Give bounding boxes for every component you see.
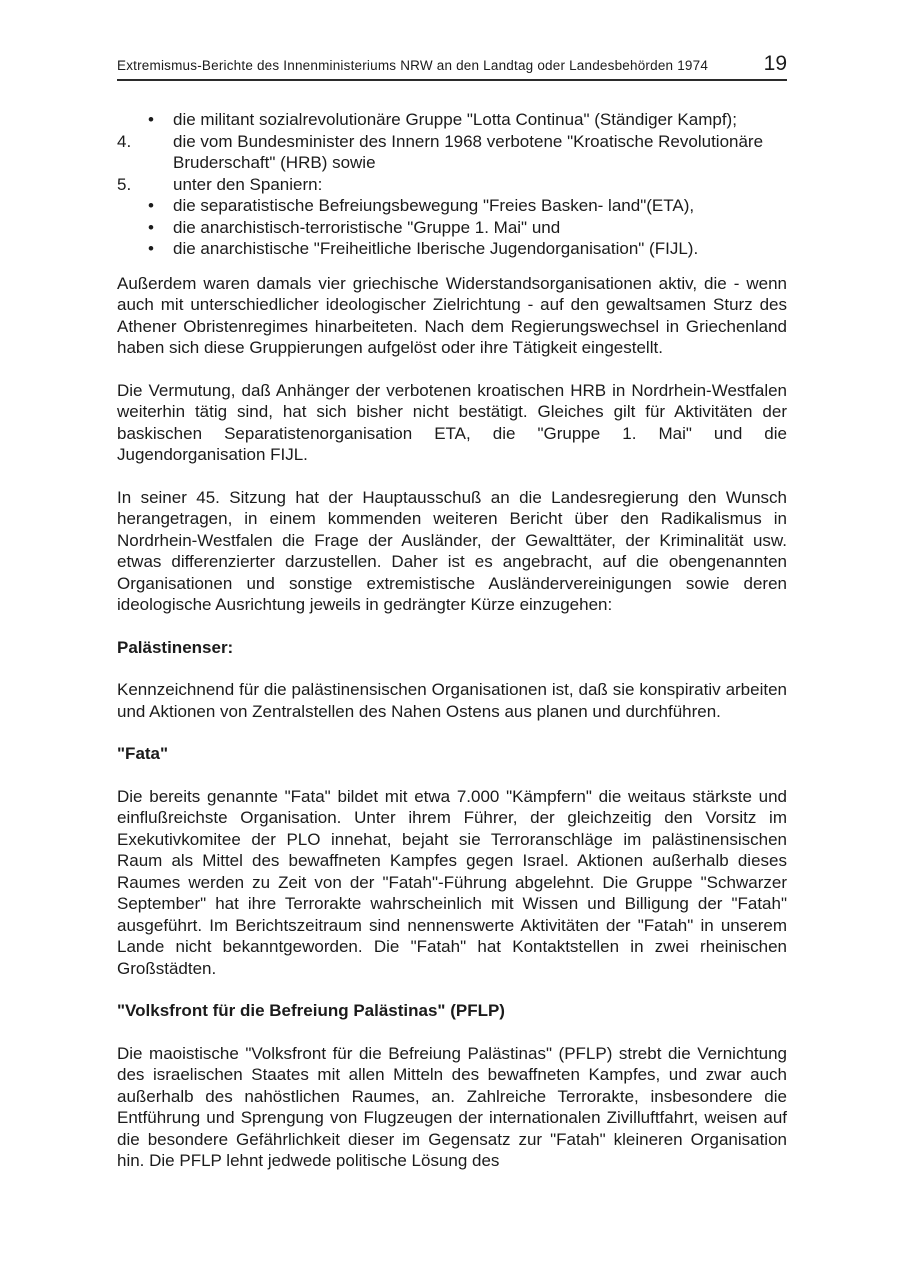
list-item-text: die separatistische Befreiungsbewegung "Freies Basken- land"(ETA), xyxy=(173,196,695,215)
bullet-marker: • xyxy=(148,110,154,129)
page-number: 19 xyxy=(763,52,787,75)
running-header-title: Extremismus-Berichte des Innenministeriums NRW an den Landtag oder Landesbehörden 1974 xyxy=(117,58,709,73)
list-item-text: die anarchistisch-terroristische "Gruppe 1. Mai" und xyxy=(173,217,561,237)
foreign-extremist-groups-list xyxy=(117,109,787,260)
number-marker: 4. xyxy=(117,131,132,151)
header-divider xyxy=(117,79,787,81)
running-header xyxy=(117,0,787,76)
list-item-text: unter den Spaniern: xyxy=(173,174,323,194)
paragraph-greek-resistance-orgs: Außerdem waren damals vier griechische Widerstandsorganisationen aktiv, die - wenn auch mit unterschiedlicher ideologischer Zielrichtung - auf den gewaltsamen Sturz des Athener Obristenregimes hinarbeiteten. Nach dem Regierungswechsel in Griechenland haben sich diese Gruppierungen aufgelöst oder ihre Tätigkeit eingestellt. xyxy=(117,273,787,357)
list-item xyxy=(117,195,787,217)
list-item xyxy=(117,109,787,131)
page-content xyxy=(117,0,787,1172)
bullet-marker: • xyxy=(148,217,154,237)
list-item xyxy=(117,238,787,260)
list-item-text: die vom Bundesminister des Innern 1968 verbotene "Kroatische Revolutionäre Bruderschaft" (HRB) sowie xyxy=(173,131,764,172)
bullet-marker: • xyxy=(148,239,154,258)
number-marker: 5. xyxy=(117,174,132,194)
bullet-marker: • xyxy=(148,196,154,215)
list-item xyxy=(117,131,787,174)
list-item xyxy=(117,217,787,239)
paragraph-hauptausschuss-wunsch: In seiner 45. Sitzung hat der Hauptausschuß an die Landesregierung den Wunsch herangetragen, in einem kommenden weiteren Bericht über den Radikalismus in Nordrhein-Westfalen die Frage der Ausländer, der Gewalttäter, der Kriminalität usw. etwas differenzierter darzustellen. Daher ist es angebracht, auf die obengenannten Organisationen und sonstige extremistische Ausländervereinigungen sowie deren ideologische Ausrichtung jeweils in gedrängter Kürze einzugehen: xyxy=(117,487,787,614)
section-heading-palaestinenser: Palästinenser: xyxy=(117,637,234,657)
paragraph-fata-details: Die bereits genannte "Fata" bildet mit etwa 7.000 "Kämpfern" die weitaus stärkste und einflußreichste Organisation. Unter ihrem Führer, der gleichzeitig den Vorsitz im Exekutivkomitee der PLO innehat, bejaht sie Terroranschläge im palästinensischen Raum als Mittel des bewaffneten Kampfes gegen Israel. Aktionen außerhalb dieses Raumes werden zu Zeit von der "Fatah"-Führung abgelehnt. Die Gruppe "Schwarzer September" hat ihre Terrorakte wahrscheinlich mit Wissen und Billigung der "Fatah" ausgeführt. Im Berichtszeitraum sind nennenswerte Aktivitäten der "Fatah" in unserem Lande nicht bekanntgeworden. Die "Fatah" hat Kontaktstellen in zwei rheinischen Großstädten. xyxy=(117,786,787,978)
section-heading-pflp: "Volksfront für die Befreiung Palästinas" (PFLP) xyxy=(117,1001,505,1020)
list-item xyxy=(117,174,787,196)
paragraph-pflp-details: Die maoistische "Volksfront für die Befreiung Palästinas" (PFLP) strebt die Vernichtung des israelischen Staates mit allen Mitteln des bewaffneten Kampfes, und zwar auch außerhalb des nahöstlichen Raumes, an. Zahlreiche Terrorakte, insbesondere die Entführung und Sprengung von Flugzeugen der internationalen Zivilluftfahrt, weisen auf die besondere Gefährlichkeit dieser im Gegensatz zur "Fatah" kleineren Organisation hin. Die PFLP lehnt jedwede politische Lösung des xyxy=(117,1043,787,1170)
list-item-text: die militant sozialrevolutionäre Gruppe "Lotta Continua" (Ständiger Kampf); xyxy=(173,110,737,129)
page-header xyxy=(117,0,787,81)
paragraph-hrb-eta-fijl: Die Vermutung, daß Anhänger der verbotenen kroatischen HRB in Nordrhein-Westfalen weiterhin tätig sind, hat sich bisher nicht bestätigt. Gleiches gilt für Aktivitäten der baskischen Separatistenorganisation ETA, die "Gruppe 1. Mai" und die Jugendorganisation FIJL. xyxy=(117,380,787,464)
section-heading-fata: "Fata" xyxy=(117,744,169,763)
list-item-text: die anarchistische "Freiheitliche Iberische Jugendorganisation" (FIJL). xyxy=(173,239,699,258)
page-body xyxy=(117,109,787,1172)
paragraph-palestinian-orgs: Kennzeichnend für die palästinensischen Organisationen ist, daß sie konspirativ arbeiten und Aktionen von Zentralstellen des Nahen Ostens aus planen und durchführen. xyxy=(117,680,787,721)
